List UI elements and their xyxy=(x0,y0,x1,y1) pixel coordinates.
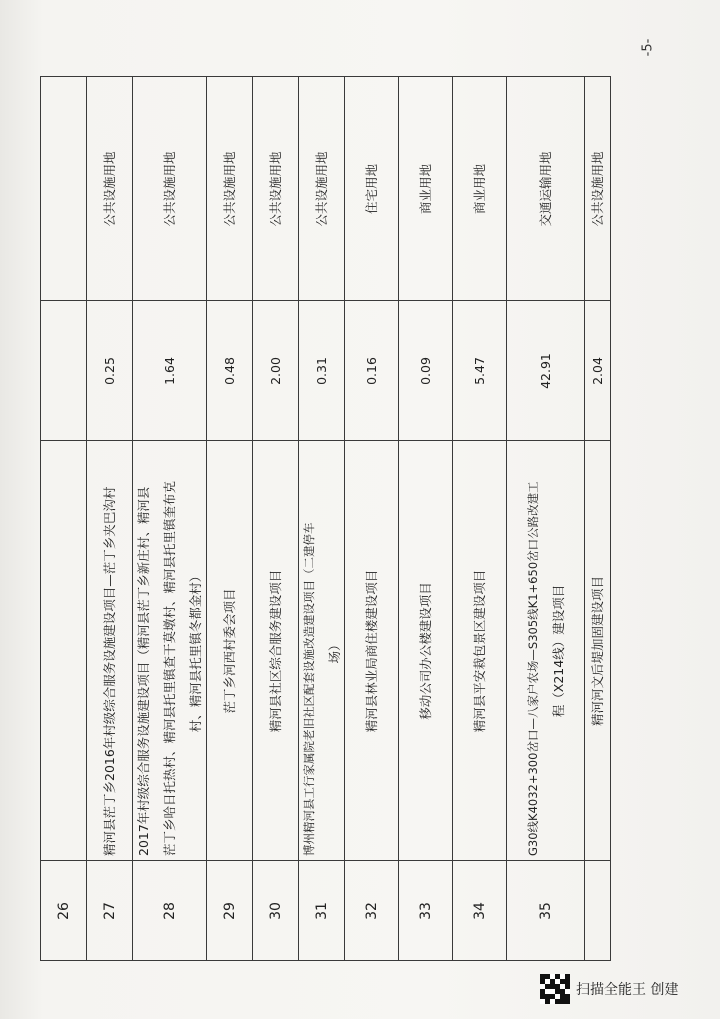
table-cell xyxy=(507,77,585,301)
table-cell xyxy=(399,861,453,961)
name-cell-30 xyxy=(299,441,345,861)
name-cell-29 xyxy=(253,441,299,861)
area-cell-27: 1.64 xyxy=(161,356,177,385)
table-cell xyxy=(585,77,611,301)
area-cell-29: 2.00 xyxy=(267,356,283,385)
use-cell-33: 商业用地 xyxy=(471,163,487,214)
name-line: 精河县茫丁乡2016年村级综合服务设施建设项目—茫丁乡夹巴沟村 xyxy=(101,486,117,856)
name-cell-33 xyxy=(453,441,507,861)
area-cell-33: 5.47 xyxy=(471,356,487,385)
table-cell xyxy=(253,77,299,301)
name-line: 精河县平安栽包景区建设项目 xyxy=(471,569,487,732)
no-cell-31: 31 xyxy=(313,901,330,920)
no-cell-32: 32 xyxy=(363,901,380,920)
table-cell xyxy=(507,861,585,961)
name-cell-31 xyxy=(345,441,399,861)
name-line: 场） xyxy=(326,638,342,664)
no-cell-33: 33 xyxy=(417,901,434,920)
name-line: 博州精河县工行家属院老旧社区配套设施改造建设项目（二建停车 xyxy=(301,522,316,856)
table-cell xyxy=(453,861,507,961)
no-cell-28: 28 xyxy=(161,901,178,920)
table-cell xyxy=(585,301,611,441)
use-cell-34: 交通运输用地 xyxy=(537,151,553,227)
table-cell xyxy=(585,861,611,961)
name-line: 2017年村级综合服务设施建设项目（精河县茫丁乡新庄村、精河县 xyxy=(135,486,151,856)
area-cell-28: 0.48 xyxy=(221,356,237,385)
table-cell xyxy=(87,861,133,961)
table-cell xyxy=(41,77,87,301)
use-cell-30: 公共设施用地 xyxy=(313,151,329,227)
table-cell xyxy=(299,77,345,301)
land-use-table xyxy=(40,76,611,301)
table-cell xyxy=(87,77,133,301)
table-cell xyxy=(453,77,507,301)
table-cell xyxy=(133,301,207,441)
table-cell xyxy=(41,301,87,441)
table-cell xyxy=(207,861,253,961)
land-use-table-number-row xyxy=(40,860,611,961)
scanner-watermark xyxy=(540,974,678,1004)
table-cell xyxy=(41,861,87,961)
use-cell-26: 公共设施用地 xyxy=(101,151,117,227)
scanner-watermark-text: 扫描全能王 创建 xyxy=(576,982,679,998)
no-cell-34: 34 xyxy=(471,901,488,920)
name-line: 移动公司办公楼建设项目 xyxy=(417,581,433,720)
land-use-table-lower xyxy=(40,300,611,861)
table-cell xyxy=(41,441,87,861)
table-cell xyxy=(207,301,253,441)
use-cell-28: 公共设施用地 xyxy=(221,151,237,227)
name-cell-32 xyxy=(399,441,453,861)
name-line: 精河河文后堤加固建设项目 xyxy=(589,575,605,726)
name-line: 茫丁乡哈日托热村、精河县托里镇查干莫墩村、精河县托里镇奎布克 xyxy=(161,480,177,856)
no-cell-26: 26 xyxy=(55,901,72,920)
no-cell-35: 35 xyxy=(537,901,554,920)
table-cell xyxy=(399,77,453,301)
area-cell-35: 2.04 xyxy=(589,356,605,385)
area-cell-34: 42.91 xyxy=(537,352,553,389)
table-cell xyxy=(133,77,207,301)
no-cell-30: 30 xyxy=(267,901,284,920)
name-line: 精河县林业局商住楼建设项目 xyxy=(363,569,379,732)
area-cell-31: 0.16 xyxy=(363,356,379,385)
use-cell-31: 住宅用地 xyxy=(363,163,379,214)
name-cell-27 xyxy=(133,441,207,861)
name-cell-35 xyxy=(585,441,611,861)
no-cell-27: 27 xyxy=(101,901,118,920)
area-cell-32: 0.09 xyxy=(417,356,433,385)
table-cell xyxy=(253,861,299,961)
use-cell-29: 公共设施用地 xyxy=(267,151,283,227)
name-line: 精河县社区综合服务建设项目 xyxy=(267,569,283,732)
name-cell-34 xyxy=(507,441,585,861)
name-line: 程（X214线）建设项目 xyxy=(550,584,566,717)
no-cell-29: 29 xyxy=(221,901,238,920)
table-cell xyxy=(345,861,399,961)
name-line: G30线K4032+300岔口—八家户农场—S305线K1+650岔口公路改建工 xyxy=(525,480,540,856)
table-cell xyxy=(87,301,133,441)
table-cell xyxy=(345,77,399,301)
table-cell xyxy=(299,301,345,441)
page-number: -5- xyxy=(640,38,656,57)
table-cell xyxy=(299,861,345,961)
table-cell xyxy=(453,301,507,441)
use-cell-32: 商业用地 xyxy=(417,163,433,214)
table-cell xyxy=(345,301,399,441)
area-cell-26: 0.25 xyxy=(101,356,117,385)
table-cell xyxy=(253,301,299,441)
name-cell-26 xyxy=(87,441,133,861)
name-line: 茫丁乡河西村委会项目 xyxy=(221,588,237,714)
table-cell xyxy=(507,301,585,441)
name-line: 村、精河县托里镇冬都金村） xyxy=(187,569,203,732)
use-cell-35: 公共设施用地 xyxy=(589,151,605,227)
name-cell-28 xyxy=(207,441,253,861)
area-cell-30: 0.31 xyxy=(313,356,329,385)
qr-code-icon xyxy=(540,974,570,1004)
use-cell-27: 公共设施用地 xyxy=(161,151,177,227)
table-cell xyxy=(207,77,253,301)
table-cell xyxy=(133,861,207,961)
table-cell xyxy=(399,301,453,441)
